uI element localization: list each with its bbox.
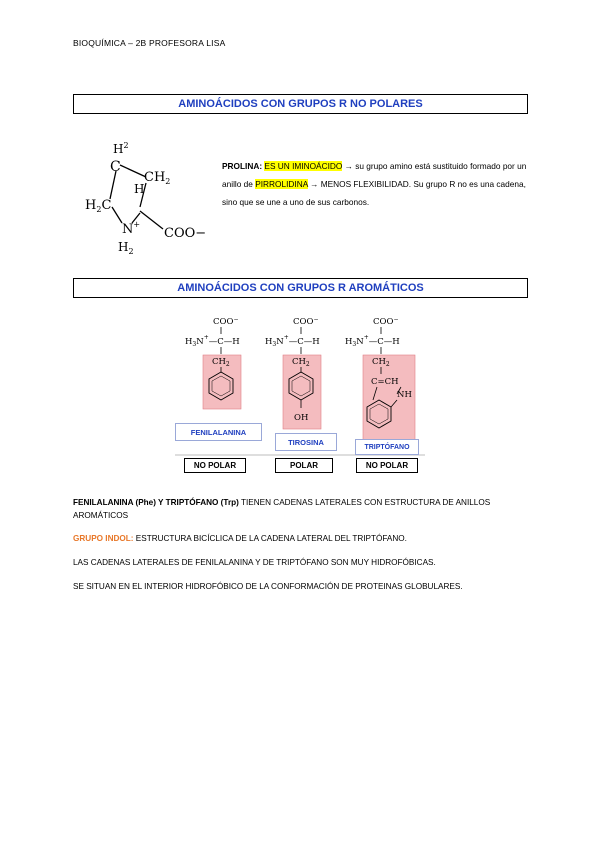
svg-text:CH2: $CH_2$ <box>212 357 230 368</box>
prolina-text-1: → su grupo amino está sustituido formado por un anillo de <box>222 161 527 189</box>
svg-text:COO−: COO− <box>373 316 399 327</box>
trp-side-chain-highlight <box>363 355 415 449</box>
proline-n: N+ <box>122 220 141 237</box>
prolina-name: PROLINA: <box>222 161 263 171</box>
document-header: BIOQUÍMICA – 2B PROFESORA LISA <box>73 38 226 48</box>
proline-h: H <box>134 182 145 196</box>
polarity-phe: NO POLAR <box>184 458 246 473</box>
section-title-aromatic: AMINOÁCIDOS CON GRUPOS R AROMÁTICOS <box>73 278 528 298</box>
paragraph-indol-rest: ESTRUCTURA BICÍCLICA DE LA CADENA LATERAL DEL TRIPTÓFANO. <box>133 534 407 543</box>
svg-text:COO−: COO− <box>293 316 319 327</box>
prolina-description <box>222 157 532 211</box>
proline-structure <box>80 135 210 260</box>
svg-text:H3N+—C—H: $H_3N^+—C—H$ <box>185 334 240 348</box>
svg-text:C=CH: C=CH <box>371 377 399 387</box>
proline-c-top: C <box>110 159 121 175</box>
paragraph-hydrophobic: LAS CADENAS LATERALES DE FENILALANINA Y DE TRIPTÓFANO SON MUY HIDROFÓBICAS. <box>73 558 436 567</box>
svg-text:H3N+—C—H: $H_3N^+—C—H$ <box>265 334 320 348</box>
section-title-nonpolar: AMINOÁCIDOS CON GRUPOS R NO POLARES <box>73 94 528 114</box>
prolina-highlight-pyrrolidine: PIRROLIDINA <box>255 179 308 189</box>
label-fenilalanina: FENILALANINA <box>175 423 262 441</box>
svg-text:CH2: $CH_2$ <box>372 357 390 368</box>
polarity-tyr: POLAR <box>275 458 333 473</box>
proline-h2c: $H_2C$ <box>85 198 112 214</box>
proline-coo: COO− <box>164 226 207 241</box>
svg-text:H3N+—C—H: $H_3N^+—C—H$ <box>345 334 400 348</box>
paragraph-aromatic-rest: TIENEN CADENAS LATERALES CON ESTRUCTURA DE ANILLOS AROMÁTICOS <box>73 498 491 520</box>
svg-text:COO−: COO− <box>213 316 239 327</box>
paragraph-aromatic-rings <box>73 496 528 522</box>
svg-text:CH2: $CH_2$ <box>292 357 310 368</box>
paragraph-globular: SE SITUAN EN EL INTERIOR HIDROFÓBICO DE LA CONFORMACIÓN DE PROTEINAS GLOBULARES. <box>73 582 463 591</box>
proline-ch2-right: $CH_2$ <box>144 170 171 186</box>
svg-text:OH: OH <box>294 413 309 423</box>
svg-text:NH: NH <box>397 390 412 400</box>
polarity-trp: NO POLAR <box>356 458 418 473</box>
prolina-text-2: → MENOS FLEXIBILIDAD. Su grupo R no es una cadena, sino que se une a uno de sus carbonos. <box>222 179 526 207</box>
label-tirosina: TIROSINA <box>275 433 337 451</box>
prolina-highlight-iminoacid: ES UN IMINOÁCIDO <box>264 161 343 171</box>
proline-h2-bottom: $H_2$ <box>118 240 134 256</box>
label-triptofano: TRIPTÓFANO <box>355 439 419 455</box>
paragraph-aromatic-bold: FENILALANINA (Phe) Y TRIPTÓFANO (Trp) <box>73 498 239 507</box>
paragraph-indol-label: GRUPO INDOL: <box>73 534 134 543</box>
paragraph-indol <box>73 532 528 545</box>
proline-h2-top: $H^2$ <box>113 141 129 156</box>
